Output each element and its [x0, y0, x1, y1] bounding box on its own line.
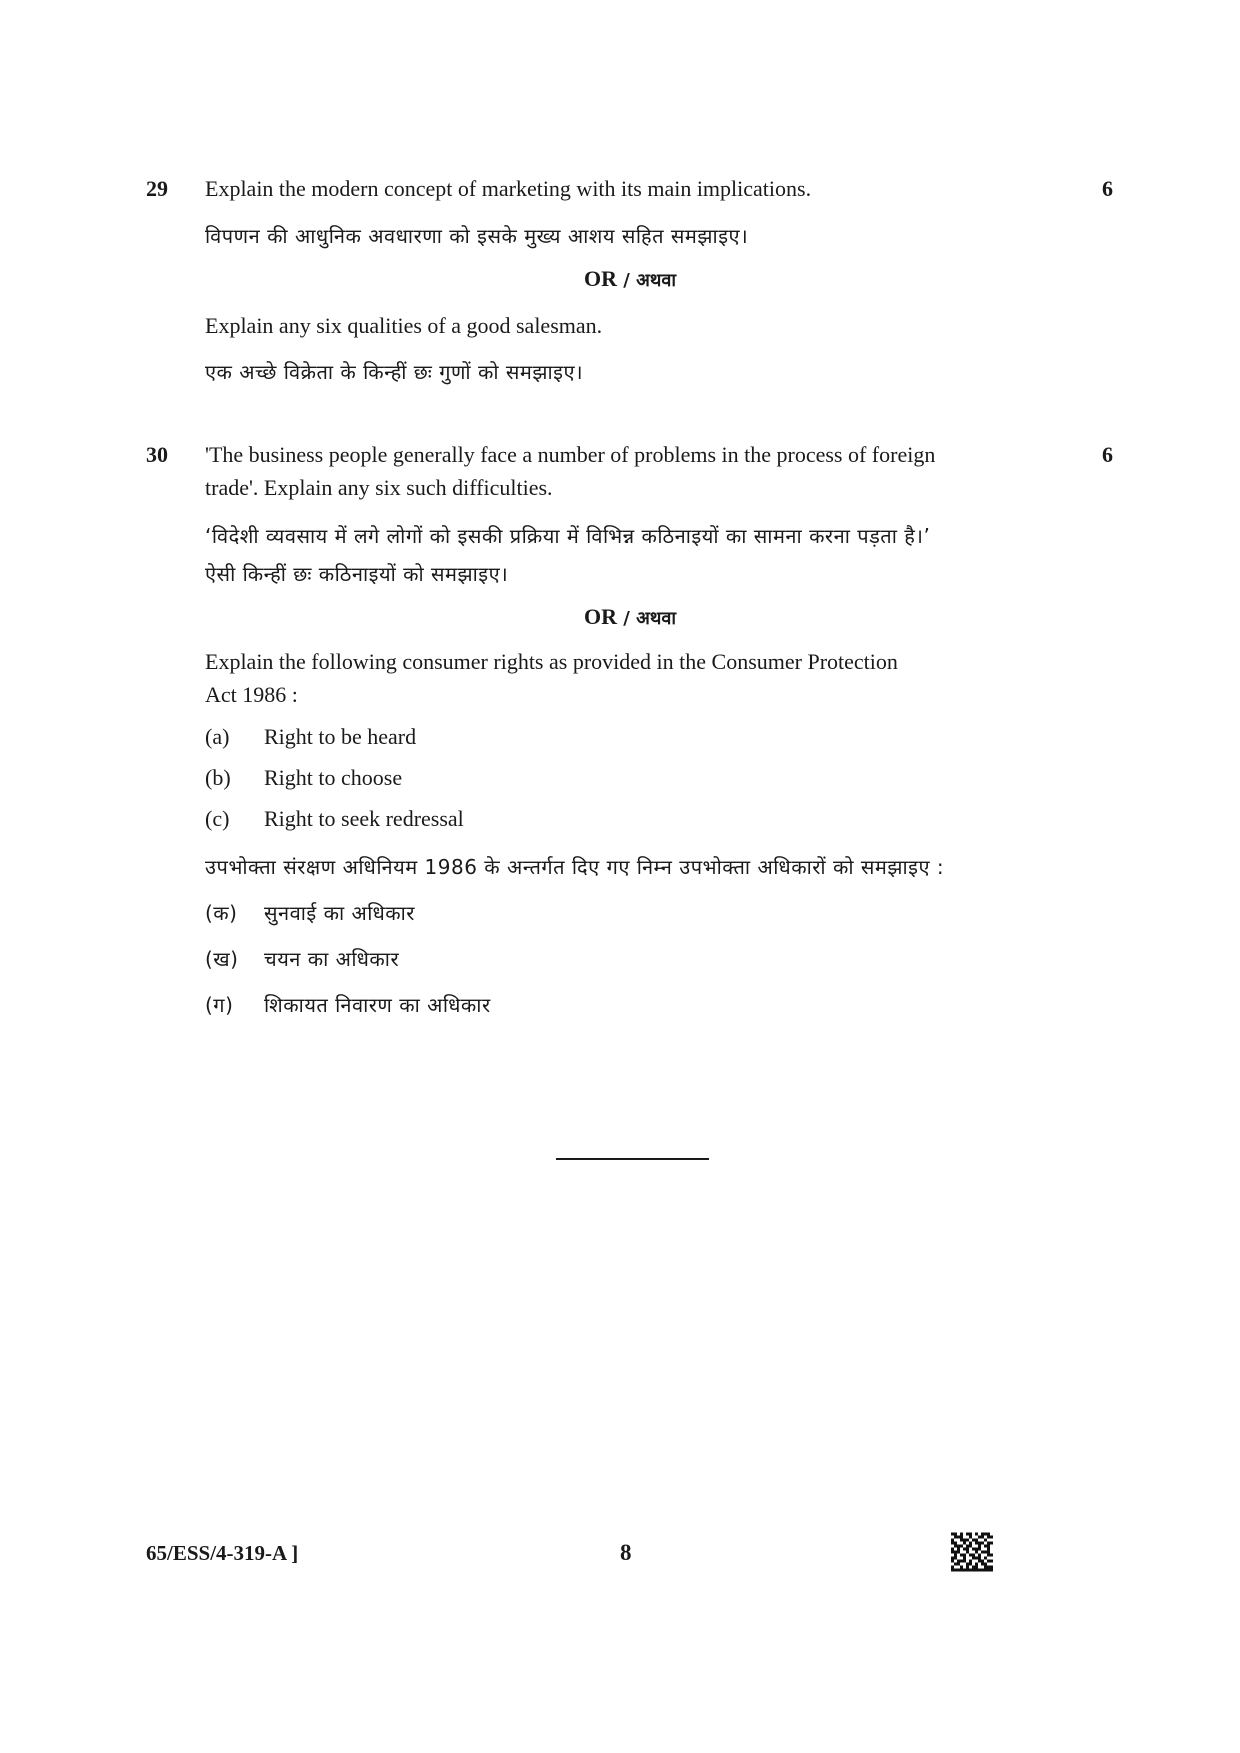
or-label-hi: अथवा — [636, 270, 677, 291]
question-30-alt-hi: उपभोक्ता संरक्षण अधिनियम 1986 के अन्तर्गत दिए गए निम्न उपभोक्ता अधिकारों को समझाइए : — [205, 855, 945, 879]
item-text-b: Right to choose — [264, 765, 403, 790]
question-30-marks: 6 — [1102, 442, 1113, 467]
question-29-text-hi: विपणन की आधुनिक अवधारणा को इसके मुख्य आशय सहित समझाइए। — [205, 224, 749, 248]
question-number-30: 30 — [146, 442, 168, 467]
paper-code: 65/ESS/4-319-A ] — [146, 1541, 299, 1565]
qr-code-icon — [951, 1532, 993, 1572]
item-label-b: (b) — [205, 765, 231, 790]
or-label-hi: अथवा — [636, 608, 677, 629]
item-label-ga: (ग) — [205, 993, 234, 1017]
question-30-text-hi-line2: ऐसी किन्हीं छः कठिनाइयों को समझाइए। — [205, 562, 509, 586]
item-label-a: (a) — [205, 724, 230, 749]
page-number: 8 — [620, 1540, 632, 1565]
item-label-kha: (ख) — [205, 947, 239, 971]
item-text-kha: चयन का अधिकार — [264, 947, 400, 971]
or-slash: / — [616, 270, 637, 291]
question-30-alt-en-line1: Explain the following consumer rights as provided in the Consumer Protection — [205, 649, 898, 674]
item-text-ka: सुनवाई का अधिकार — [264, 901, 415, 925]
question-number-29: 29 — [146, 176, 168, 201]
or-separator-29 — [0, 266, 1240, 292]
item-text-a: Right to be heard — [264, 724, 417, 749]
item-label-c: (c) — [205, 806, 230, 831]
question-29-alt-en: Explain any six qualities of a good salesman. — [205, 313, 603, 338]
question-30-text-en-line1: 'The business people generally face a number of problems in the process of foreign — [205, 442, 936, 467]
or-slash: / — [616, 608, 637, 629]
question-30-text-hi-line1: ‘विदेशी व्यवसाय में लगे लोगों को इसकी प्रक्रिया में विभिन्न कठिनाइयों का सामना करना पड़ता है।’ — [205, 524, 931, 548]
question-30-alt-en-line2: Act 1986 : — [205, 682, 298, 707]
question-29-alt-hi: एक अच्छे विक्रेता के किन्हीं छः गुणों को समझाइए। — [205, 360, 584, 384]
item-text-ga: शिकायत निवारण का अधिकार — [264, 993, 491, 1017]
item-text-c: Right to seek redressal — [264, 806, 464, 831]
or-separator-30 — [0, 604, 1240, 630]
question-29-marks: 6 — [1102, 176, 1113, 201]
question-29-text-en: Explain the modern concept of marketing with its main implications. — [205, 176, 812, 201]
question-30-text-en-line2: trade'. Explain any six such difficulties. — [205, 475, 553, 500]
or-label-en: OR — [583, 266, 617, 291]
or-label-en: OR — [583, 604, 617, 629]
item-label-ka: (क) — [205, 901, 238, 925]
end-of-paper-rule — [556, 1158, 709, 1160]
